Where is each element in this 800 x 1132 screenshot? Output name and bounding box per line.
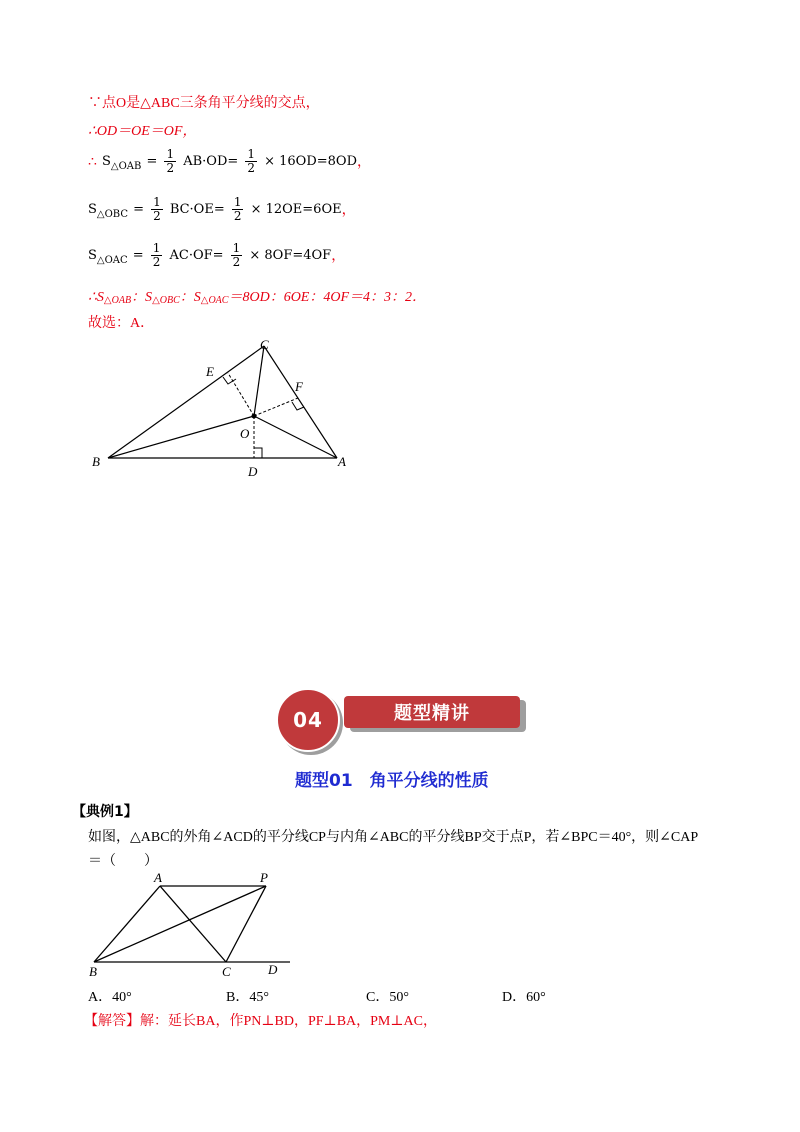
eq3-lhs-sub: △OAC xyxy=(96,255,128,266)
banner-title: 题型精讲 xyxy=(394,703,470,724)
label-f: F xyxy=(295,379,303,394)
eq3-frac2: $\frac{1}{2}$ xyxy=(232,241,241,269)
equation-area-oab xyxy=(88,148,371,175)
answer-line: 故选：A． xyxy=(88,316,155,331)
eq3-eq: = xyxy=(132,248,144,263)
eq1-eq: = xyxy=(146,154,158,169)
banner-number-circle xyxy=(276,688,340,752)
label-o: O xyxy=(240,426,250,441)
answer-tag: 【解答】 xyxy=(84,1014,140,1029)
label-c2: C xyxy=(222,964,231,979)
eq2-frac2: $\frac{1}{2}$ xyxy=(233,195,242,223)
right-angle-e xyxy=(223,377,236,384)
ratio-line: ∴S△OAB：S△OBC：S△OAC＝8OD：6OE：4OF＝4：3：2． xyxy=(88,290,427,306)
side-bc xyxy=(108,346,264,458)
example-question-line-1: 如图，△ABC的外角∠ACD的平分线CP与内角∠ABC的平分线BP交于点P，若∠BPC＝40°，则∠CAP xyxy=(88,830,699,845)
side-ca xyxy=(264,346,337,458)
label-c: C xyxy=(260,337,269,352)
line-ba xyxy=(94,886,160,962)
line-ac xyxy=(160,886,226,962)
line-bp xyxy=(94,886,266,962)
equation-area-obc xyxy=(88,196,356,223)
eq3-mid: AC·OF= xyxy=(169,248,224,263)
right-angle-f xyxy=(292,402,304,410)
option-b[interactable]: B．45° xyxy=(226,990,269,1005)
label-a2: A xyxy=(154,870,162,885)
eq1-frac2: $\frac{1}{2}$ xyxy=(247,147,255,175)
banner-number: 04 xyxy=(293,708,323,732)
eq2-frac1: $\frac{1}{2}$ xyxy=(153,195,161,223)
eq1-lhs: S xyxy=(102,154,111,169)
eq1-lhs-sub: △OAB xyxy=(110,161,142,172)
example-question-line-2: ＝（ ） xyxy=(88,854,158,869)
eq1-frac1: $\frac{1}{2}$ xyxy=(166,147,175,175)
bisector-bo xyxy=(108,416,254,458)
example-tag: 【典例1】 xyxy=(72,804,138,820)
banner-bar xyxy=(344,696,520,728)
bisector-ao xyxy=(254,416,337,458)
label-d: D xyxy=(248,464,258,479)
label-e: E xyxy=(206,364,214,379)
option-a[interactable]: A．40° xyxy=(88,990,132,1005)
equation-area-oac xyxy=(88,242,345,269)
eq3-tail: × 8OF=4OF xyxy=(249,248,332,263)
label-a: A xyxy=(338,454,346,469)
option-d[interactable]: D．60° xyxy=(502,990,546,1005)
label-p: P xyxy=(260,870,268,885)
label-b: B xyxy=(92,454,100,469)
solution-line-1: ∵点O是△ABC三条角平分线的交点， xyxy=(88,96,320,111)
line-pc xyxy=(226,886,266,962)
angle-bisector-figure xyxy=(84,866,304,980)
section-heading: 题型01 角平分线的性质 xyxy=(295,771,489,791)
eq2-end: ， xyxy=(341,202,356,218)
label-d2: D xyxy=(268,962,278,977)
eq2-mid: BC·OE= xyxy=(169,202,225,217)
incenter-point xyxy=(252,414,257,419)
answer-section xyxy=(84,1012,437,1032)
option-c[interactable]: C．50° xyxy=(366,990,409,1005)
label-b2: B xyxy=(89,964,97,979)
section-banner xyxy=(276,688,528,752)
right-angle-d xyxy=(254,448,262,458)
answer-text: 解：延长BA，作PN⊥BD，PF⊥BA，PM⊥AC， xyxy=(140,1014,437,1029)
triangle-incenter-figure xyxy=(80,330,380,485)
perp-of xyxy=(254,398,298,416)
eq2-tail: × 12OE=6OE xyxy=(250,202,342,217)
eq3-frac1: $\frac{1}{2}$ xyxy=(152,241,161,269)
perp-oe xyxy=(228,373,254,416)
eq3-lhs: S xyxy=(88,248,97,263)
eq1-tail: × 16OD=8OD xyxy=(264,154,357,169)
eq3-end: ， xyxy=(331,248,346,264)
bisector-co xyxy=(254,346,264,416)
therefore-symbol: ∴ xyxy=(88,154,97,170)
eq2-lhs-sub: △OBC xyxy=(96,209,128,220)
eq2-lhs: S xyxy=(88,202,97,217)
eq1-mid: AB·OD= xyxy=(183,154,239,169)
eq2-eq: = xyxy=(133,202,144,217)
solution-line-2: ∴OD＝OE＝OF， xyxy=(88,124,197,139)
eq1-end: ， xyxy=(357,154,371,170)
